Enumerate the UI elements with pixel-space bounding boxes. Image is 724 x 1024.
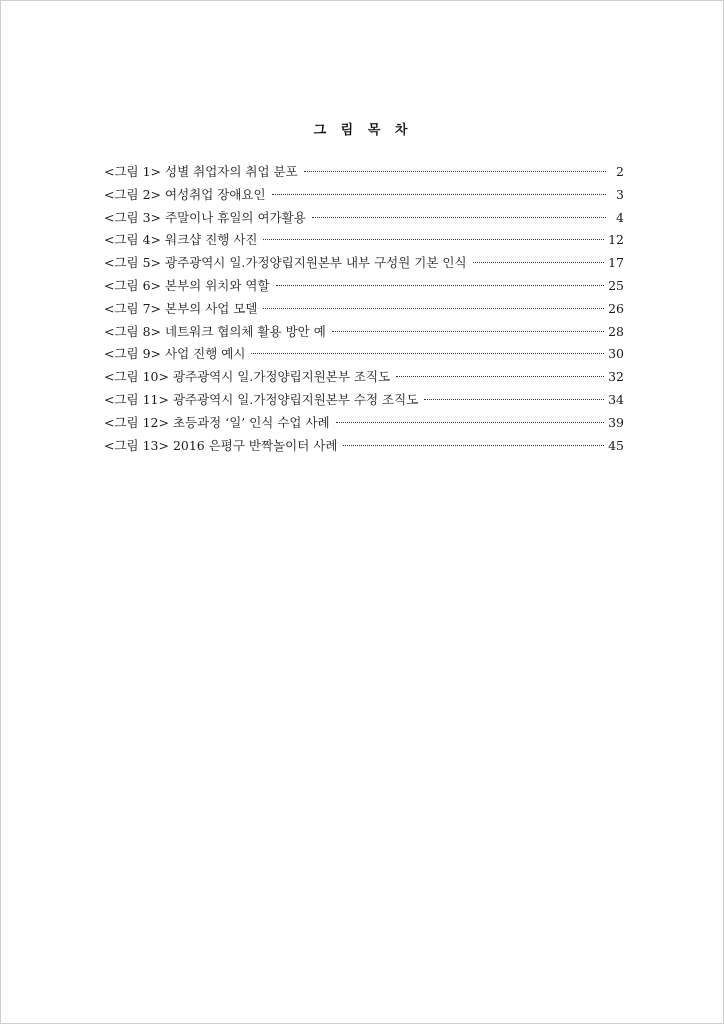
dot-leader — [263, 239, 604, 240]
dot-leader — [473, 262, 605, 263]
list-item — [104, 343, 624, 366]
figure-caption: <그림 10> 광주광역시 일.가정양립지원본부 조직도 — [104, 369, 391, 385]
dot-leader — [396, 376, 604, 377]
list-item — [104, 389, 624, 412]
dot-leader — [343, 445, 604, 446]
figure-list — [104, 161, 624, 457]
list-item — [104, 184, 624, 207]
figure-caption: <그림 7> 본부의 사업 모델 — [104, 300, 258, 316]
dot-leader — [276, 285, 605, 286]
figure-caption: <그림 13> 2016 은평구 반짝놀이터 사례 — [104, 437, 338, 453]
page-number: 26 — [608, 300, 624, 316]
list-item — [104, 412, 624, 435]
list-item — [104, 275, 624, 298]
list-item — [104, 435, 624, 458]
page-number: 28 — [608, 323, 624, 339]
page-number: 4 — [616, 209, 624, 225]
figure-caption: <그림 6> 본부의 위치와 역할 — [104, 277, 270, 293]
list-item — [104, 366, 624, 389]
figure-caption: <그림 11> 광주광역시 일.가정양립지원본부 수정 조직도 — [104, 391, 419, 407]
dot-leader — [263, 308, 604, 309]
dot-leader — [272, 194, 606, 195]
page-number: 25 — [608, 277, 624, 293]
figure-caption: <그림 1> 성별 취업자의 취업 분포 — [104, 164, 298, 179]
dot-leader — [336, 422, 604, 423]
list-item — [104, 207, 624, 230]
dot-leader — [251, 353, 604, 354]
list-item — [104, 298, 624, 321]
figure-caption: <그림 5> 광주광역시 일.가정양립지원본부 내부 구성원 기본 인식 — [104, 255, 467, 271]
figure-caption: <그림 3> 주말이나 휴일의 여가활용 — [104, 209, 306, 225]
figure-caption: <그림 2> 여성취업 장애요인 — [104, 186, 266, 202]
list-item — [104, 161, 624, 184]
list-item — [104, 252, 624, 275]
page-number: 2 — [616, 164, 624, 179]
figure-caption: <그림 12> 초등과정 ‘일’ 인식 수업 사례 — [104, 414, 330, 430]
figure-caption: <그림 8> 네트워크 협의체 활용 방안 예 — [104, 323, 326, 339]
page-number: 17 — [608, 255, 624, 271]
page-number: 30 — [608, 346, 624, 362]
page-number: 45 — [608, 437, 624, 453]
dot-leader — [312, 217, 606, 218]
figure-caption: <그림 4> 워크샵 진행 사진 — [104, 232, 258, 248]
page-number: 12 — [608, 232, 624, 248]
page-number: 34 — [608, 391, 624, 407]
dot-leader — [304, 171, 606, 172]
page-number: 32 — [608, 369, 624, 385]
page-title: 그 림 목 차 — [313, 123, 413, 138]
page-number: 39 — [608, 414, 624, 430]
dot-leader — [332, 331, 604, 332]
figure-caption: <그림 9> 사업 진행 예시 — [104, 346, 246, 362]
page-number: 3 — [616, 186, 624, 202]
list-item — [104, 321, 624, 344]
dot-leader — [424, 399, 604, 400]
list-item — [104, 229, 624, 252]
